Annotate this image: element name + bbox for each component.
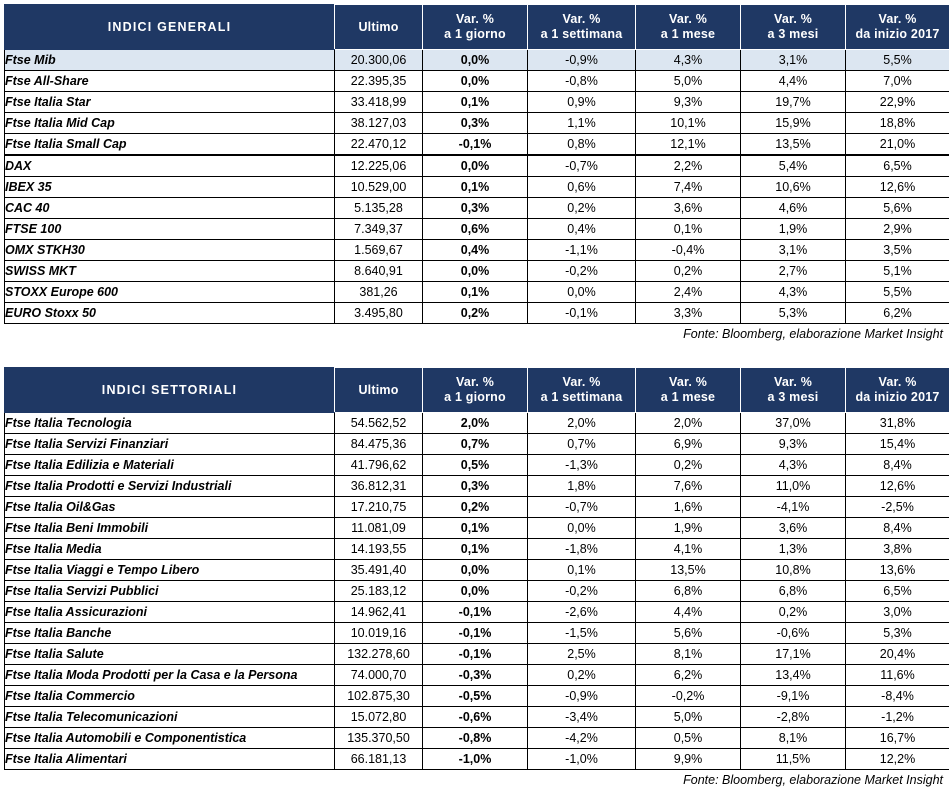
cell-ultimo: 41.796,62 (335, 455, 423, 476)
cell-var-1-mese: 0,2% (636, 455, 741, 476)
cell-var-inizio-2017: 15,4% (846, 434, 949, 455)
table-row (5, 560, 949, 581)
section-spacer (2, 341, 947, 363)
index-name: CAC 40 (5, 198, 335, 219)
cell-var-inizio-2017: 31,8% (846, 413, 949, 434)
sector-indices-table (4, 367, 949, 770)
cell-var-1-settimana: 2,0% (528, 413, 636, 434)
cell-ultimo: 22.395,35 (335, 71, 423, 92)
cell-var-1-giorno: -0,5% (423, 686, 528, 707)
col-var-inizio-2017: Var. % da inizio 2017 (846, 368, 949, 413)
cell-var-1-mese: 0,5% (636, 728, 741, 749)
cell-ultimo: 36.812,31 (335, 476, 423, 497)
cell-var-inizio-2017: 3,5% (846, 240, 949, 261)
cell-var-1-mese: 9,9% (636, 749, 741, 770)
table-row (5, 581, 949, 602)
cell-var-3-mesi: -2,8% (741, 707, 846, 728)
cell-var-inizio-2017: -2,5% (846, 497, 949, 518)
cell-var-1-settimana: 0,1% (528, 560, 636, 581)
cell-var-1-mese: 6,9% (636, 434, 741, 455)
cell-ultimo: 84.475,36 (335, 434, 423, 455)
cell-var-1-settimana: 0,2% (528, 198, 636, 219)
cell-ultimo: 12.225,06 (335, 155, 423, 177)
cell-var-1-mese: 2,0% (636, 413, 741, 434)
cell-var-3-mesi: -4,1% (741, 497, 846, 518)
index-name: Ftse Italia Assicurazioni (5, 602, 335, 623)
cell-ultimo: 132.278,60 (335, 644, 423, 665)
table-row (5, 92, 949, 113)
cell-var-3-mesi: 17,1% (741, 644, 846, 665)
cell-var-inizio-2017: 5,3% (846, 623, 949, 644)
general-indices-table (4, 4, 949, 324)
cell-var-1-mese: 8,1% (636, 644, 741, 665)
col-var-1-settimana: Var. % a 1 settimana (528, 368, 636, 413)
source-note-general: Fonte: Bloomberg, elaborazione Market Insight (4, 324, 949, 341)
cell-var-1-settimana: -0,2% (528, 261, 636, 282)
cell-var-inizio-2017: 5,6% (846, 198, 949, 219)
cell-var-1-giorno: 0,0% (423, 560, 528, 581)
index-name: Ftse Italia Servizi Pubblici (5, 581, 335, 602)
cell-var-inizio-2017: 11,6% (846, 665, 949, 686)
cell-var-1-mese: 5,0% (636, 707, 741, 728)
cell-var-inizio-2017: 12,6% (846, 177, 949, 198)
index-name: Ftse Italia Media (5, 539, 335, 560)
cell-ultimo: 10.529,00 (335, 177, 423, 198)
table-row (5, 177, 949, 198)
cell-var-1-giorno: 0,6% (423, 219, 528, 240)
cell-var-3-mesi: 4,4% (741, 71, 846, 92)
cell-var-1-mese: 7,6% (636, 476, 741, 497)
index-name: Ftse Italia Viaggi e Tempo Libero (5, 560, 335, 581)
cell-var-1-giorno: 0,2% (423, 497, 528, 518)
cell-var-1-mese: 4,3% (636, 50, 741, 71)
cell-var-inizio-2017: 5,5% (846, 282, 949, 303)
cell-var-3-mesi: 4,6% (741, 198, 846, 219)
cell-var-1-giorno: 0,1% (423, 518, 528, 539)
cell-var-1-giorno: 0,1% (423, 92, 528, 113)
table-row (5, 644, 949, 665)
cell-var-3-mesi: 1,9% (741, 219, 846, 240)
cell-ultimo: 135.370,50 (335, 728, 423, 749)
cell-var-1-giorno: 0,0% (423, 155, 528, 177)
cell-var-1-settimana: 1,8% (528, 476, 636, 497)
table-row (5, 198, 949, 219)
index-name: FTSE 100 (5, 219, 335, 240)
cell-var-inizio-2017: 6,5% (846, 155, 949, 177)
cell-ultimo: 20.300,06 (335, 50, 423, 71)
cell-var-1-mese: 7,4% (636, 177, 741, 198)
cell-var-3-mesi: 3,6% (741, 518, 846, 539)
cell-var-1-giorno: 0,5% (423, 455, 528, 476)
index-name: Ftse Italia Automobili e Componentistica (5, 728, 335, 749)
table-row (5, 71, 949, 92)
cell-var-1-mese: 10,1% (636, 113, 741, 134)
cell-var-3-mesi: 3,1% (741, 240, 846, 261)
cell-var-1-giorno: -0,1% (423, 623, 528, 644)
index-name: Ftse Italia Banche (5, 623, 335, 644)
cell-var-3-mesi: -9,1% (741, 686, 846, 707)
table-row (5, 219, 949, 240)
cell-var-1-settimana: 0,6% (528, 177, 636, 198)
cell-var-1-giorno: -0,1% (423, 644, 528, 665)
col-ultimo: Ultimo (335, 368, 423, 413)
cell-ultimo: 25.183,12 (335, 581, 423, 602)
cell-var-3-mesi: 9,3% (741, 434, 846, 455)
index-name: Ftse Italia Moda Prodotti per la Casa e la Persona (5, 665, 335, 686)
cell-ultimo: 54.562,52 (335, 413, 423, 434)
cell-ultimo: 10.019,16 (335, 623, 423, 644)
table-row (5, 50, 949, 71)
cell-var-1-giorno: -0,1% (423, 134, 528, 156)
index-name: EURO Stoxx 50 (5, 303, 335, 324)
index-name: Ftse Italia Prodotti e Servizi Industriali (5, 476, 335, 497)
index-name: Ftse Italia Beni Immobili (5, 518, 335, 539)
cell-var-1-giorno: 0,3% (423, 476, 528, 497)
table-row (5, 455, 949, 476)
cell-var-3-mesi: 15,9% (741, 113, 846, 134)
index-name: OMX STKH30 (5, 240, 335, 261)
cell-var-inizio-2017: 8,4% (846, 455, 949, 476)
cell-ultimo: 22.470,12 (335, 134, 423, 156)
cell-ultimo: 14.962,41 (335, 602, 423, 623)
cell-var-inizio-2017: 5,5% (846, 50, 949, 71)
cell-var-1-mese: 6,8% (636, 581, 741, 602)
cell-var-1-giorno: -0,1% (423, 602, 528, 623)
cell-var-3-mesi: 4,3% (741, 282, 846, 303)
col-var-inizio-2017: Var. % da inizio 2017 (846, 5, 949, 50)
index-name: Ftse All-Share (5, 71, 335, 92)
cell-var-1-mese: 3,6% (636, 198, 741, 219)
table-row (5, 728, 949, 749)
cell-var-3-mesi: 10,6% (741, 177, 846, 198)
table-row (5, 261, 949, 282)
cell-var-1-giorno: 0,2% (423, 303, 528, 324)
cell-var-1-giorno: 0,3% (423, 113, 528, 134)
cell-var-3-mesi: 19,7% (741, 92, 846, 113)
cell-ultimo: 11.081,09 (335, 518, 423, 539)
table-row (5, 155, 949, 177)
cell-var-1-mese: 6,2% (636, 665, 741, 686)
cell-var-inizio-2017: 8,4% (846, 518, 949, 539)
table-row (5, 623, 949, 644)
cell-var-inizio-2017: 18,8% (846, 113, 949, 134)
cell-var-1-settimana: -0,8% (528, 71, 636, 92)
cell-var-1-mese: 4,4% (636, 602, 741, 623)
cell-var-inizio-2017: -1,2% (846, 707, 949, 728)
cell-var-1-mese: -0,4% (636, 240, 741, 261)
cell-var-3-mesi: 0,2% (741, 602, 846, 623)
index-name: Ftse Italia Alimentari (5, 749, 335, 770)
table-row (5, 602, 949, 623)
table-row (5, 113, 949, 134)
cell-ultimo: 15.072,80 (335, 707, 423, 728)
index-name: Ftse Italia Servizi Finanziari (5, 434, 335, 455)
cell-var-inizio-2017: 5,1% (846, 261, 949, 282)
cell-var-3-mesi: 11,5% (741, 749, 846, 770)
cell-var-1-settimana: -1,1% (528, 240, 636, 261)
cell-var-1-settimana: 0,8% (528, 134, 636, 156)
cell-var-1-settimana: -0,2% (528, 581, 636, 602)
table-row (5, 518, 949, 539)
cell-var-1-mese: 2,4% (636, 282, 741, 303)
cell-var-3-mesi: 37,0% (741, 413, 846, 434)
col-var-3-mesi: Var. % a 3 mesi (741, 368, 846, 413)
col-var-1-giorno: Var. % a 1 giorno (423, 5, 528, 50)
cell-var-1-mese: 1,9% (636, 518, 741, 539)
cell-var-3-mesi: 5,4% (741, 155, 846, 177)
index-name: Ftse Italia Small Cap (5, 134, 335, 156)
index-name: Ftse Italia Telecomunicazioni (5, 707, 335, 728)
cell-var-1-mese: -0,2% (636, 686, 741, 707)
cell-var-1-giorno: 0,7% (423, 434, 528, 455)
cell-var-3-mesi: 13,4% (741, 665, 846, 686)
table-row (5, 707, 949, 728)
cell-var-1-settimana: 0,7% (528, 434, 636, 455)
cell-ultimo: 14.193,55 (335, 539, 423, 560)
col-ultimo: Ultimo (335, 5, 423, 50)
cell-ultimo: 8.640,91 (335, 261, 423, 282)
cell-var-1-mese: 2,2% (636, 155, 741, 177)
table-header-row (5, 368, 949, 413)
cell-var-1-giorno: 0,0% (423, 581, 528, 602)
index-name: Ftse Italia Edilizia e Materiali (5, 455, 335, 476)
cell-ultimo: 74.000,70 (335, 665, 423, 686)
cell-var-1-mese: 5,0% (636, 71, 741, 92)
cell-var-1-giorno: -1,0% (423, 749, 528, 770)
table-row (5, 665, 949, 686)
cell-var-inizio-2017: 21,0% (846, 134, 949, 156)
cell-var-3-mesi: 8,1% (741, 728, 846, 749)
table-row (5, 134, 949, 156)
table-row (5, 539, 949, 560)
col-var-1-mese: Var. % a 1 mese (636, 368, 741, 413)
index-name: Ftse Mib (5, 50, 335, 71)
cell-var-3-mesi: 11,0% (741, 476, 846, 497)
table-row (5, 497, 949, 518)
cell-var-inizio-2017: 7,0% (846, 71, 949, 92)
cell-var-1-settimana: 1,1% (528, 113, 636, 134)
cell-var-1-giorno: 0,0% (423, 261, 528, 282)
col-var-3-mesi: Var. % a 3 mesi (741, 5, 846, 50)
cell-var-3-mesi: 10,8% (741, 560, 846, 581)
cell-var-1-giorno: 0,1% (423, 539, 528, 560)
cell-var-1-settimana: -0,1% (528, 303, 636, 324)
source-note-sector: Fonte: Bloomberg, elaborazione Market Insight (4, 770, 949, 787)
cell-var-1-mese: 9,3% (636, 92, 741, 113)
cell-var-inizio-2017: 12,6% (846, 476, 949, 497)
index-name: IBEX 35 (5, 177, 335, 198)
cell-var-1-settimana: -1,5% (528, 623, 636, 644)
cell-var-1-giorno: 0,0% (423, 50, 528, 71)
table-row (5, 476, 949, 497)
cell-var-inizio-2017: -8,4% (846, 686, 949, 707)
table-row (5, 240, 949, 261)
cell-var-inizio-2017: 3,0% (846, 602, 949, 623)
cell-var-1-settimana: 0,0% (528, 518, 636, 539)
cell-var-3-mesi: 4,3% (741, 455, 846, 476)
cell-var-1-giorno: 0,3% (423, 198, 528, 219)
cell-var-1-settimana: -1,0% (528, 749, 636, 770)
cell-var-1-settimana: 0,9% (528, 92, 636, 113)
cell-ultimo: 17.210,75 (335, 497, 423, 518)
cell-var-inizio-2017: 20,4% (846, 644, 949, 665)
index-name: Ftse Italia Salute (5, 644, 335, 665)
table-row (5, 434, 949, 455)
cell-var-inizio-2017: 16,7% (846, 728, 949, 749)
col-var-1-settimana: Var. % a 1 settimana (528, 5, 636, 50)
cell-ultimo: 102.875,30 (335, 686, 423, 707)
table-header-row (5, 5, 949, 50)
cell-var-inizio-2017: 13,6% (846, 560, 949, 581)
cell-var-3-mesi: -0,6% (741, 623, 846, 644)
cell-var-1-settimana: -2,6% (528, 602, 636, 623)
cell-var-1-giorno: 0,1% (423, 177, 528, 198)
cell-var-1-mese: 0,2% (636, 261, 741, 282)
cell-var-3-mesi: 13,5% (741, 134, 846, 156)
cell-var-3-mesi: 3,1% (741, 50, 846, 71)
cell-var-1-mese: 13,5% (636, 560, 741, 581)
cell-ultimo: 33.418,99 (335, 92, 423, 113)
cell-var-inizio-2017: 6,5% (846, 581, 949, 602)
cell-var-inizio-2017: 3,8% (846, 539, 949, 560)
cell-var-1-settimana: 2,5% (528, 644, 636, 665)
cell-ultimo: 35.491,40 (335, 560, 423, 581)
index-name: DAX (5, 155, 335, 177)
index-name: Ftse Italia Oil&Gas (5, 497, 335, 518)
cell-var-1-settimana: -0,9% (528, 50, 636, 71)
col-var-1-giorno: Var. % a 1 giorno (423, 368, 528, 413)
table-row (5, 413, 949, 434)
cell-var-inizio-2017: 22,9% (846, 92, 949, 113)
cell-var-1-mese: 3,3% (636, 303, 741, 324)
cell-var-3-mesi: 5,3% (741, 303, 846, 324)
index-name: STOXX Europe 600 (5, 282, 335, 303)
cell-var-3-mesi: 1,3% (741, 539, 846, 560)
cell-var-1-settimana: -4,2% (528, 728, 636, 749)
sector-indices-body (5, 413, 949, 770)
cell-var-1-giorno: 2,0% (423, 413, 528, 434)
table-row (5, 282, 949, 303)
cell-var-1-settimana: 0,4% (528, 219, 636, 240)
index-name: Ftse Italia Tecnologia (5, 413, 335, 434)
cell-var-1-giorno: 0,0% (423, 71, 528, 92)
index-name: Ftse Italia Commercio (5, 686, 335, 707)
cell-var-1-settimana: -1,8% (528, 539, 636, 560)
general-indices-body (5, 50, 949, 324)
cell-var-1-giorno: 0,1% (423, 282, 528, 303)
cell-ultimo: 38.127,03 (335, 113, 423, 134)
cell-var-1-giorno: -0,8% (423, 728, 528, 749)
index-name: SWISS MKT (5, 261, 335, 282)
cell-var-1-settimana: -0,7% (528, 155, 636, 177)
cell-var-1-mese: 0,1% (636, 219, 741, 240)
index-name: Ftse Italia Star (5, 92, 335, 113)
table-row (5, 686, 949, 707)
cell-var-1-settimana: -0,7% (528, 497, 636, 518)
cell-var-1-mese: 1,6% (636, 497, 741, 518)
table-title-general: INDICI GENERALI (5, 5, 335, 50)
cell-var-1-settimana: -0,9% (528, 686, 636, 707)
cell-var-1-settimana: -3,4% (528, 707, 636, 728)
cell-ultimo: 66.181,13 (335, 749, 423, 770)
cell-var-1-mese: 12,1% (636, 134, 741, 156)
cell-var-1-giorno: 0,4% (423, 240, 528, 261)
cell-var-inizio-2017: 6,2% (846, 303, 949, 324)
cell-var-1-mese: 5,6% (636, 623, 741, 644)
cell-var-1-settimana: 0,0% (528, 282, 636, 303)
col-var-1-mese: Var. % a 1 mese (636, 5, 741, 50)
cell-var-1-settimana: 0,2% (528, 665, 636, 686)
index-name: Ftse Italia Mid Cap (5, 113, 335, 134)
cell-var-1-mese: 4,1% (636, 539, 741, 560)
cell-ultimo: 1.569,67 (335, 240, 423, 261)
cell-var-1-settimana: -1,3% (528, 455, 636, 476)
cell-var-3-mesi: 6,8% (741, 581, 846, 602)
cell-var-1-giorno: -0,3% (423, 665, 528, 686)
table-row (5, 749, 949, 770)
table-row (5, 303, 949, 324)
cell-ultimo: 381,26 (335, 282, 423, 303)
cell-var-inizio-2017: 12,2% (846, 749, 949, 770)
cell-ultimo: 7.349,37 (335, 219, 423, 240)
cell-var-1-giorno: -0,6% (423, 707, 528, 728)
cell-var-3-mesi: 2,7% (741, 261, 846, 282)
cell-ultimo: 3.495,80 (335, 303, 423, 324)
cell-var-inizio-2017: 2,9% (846, 219, 949, 240)
table-title-sector: INDICI SETTORIALI (5, 368, 335, 413)
cell-ultimo: 5.135,28 (335, 198, 423, 219)
